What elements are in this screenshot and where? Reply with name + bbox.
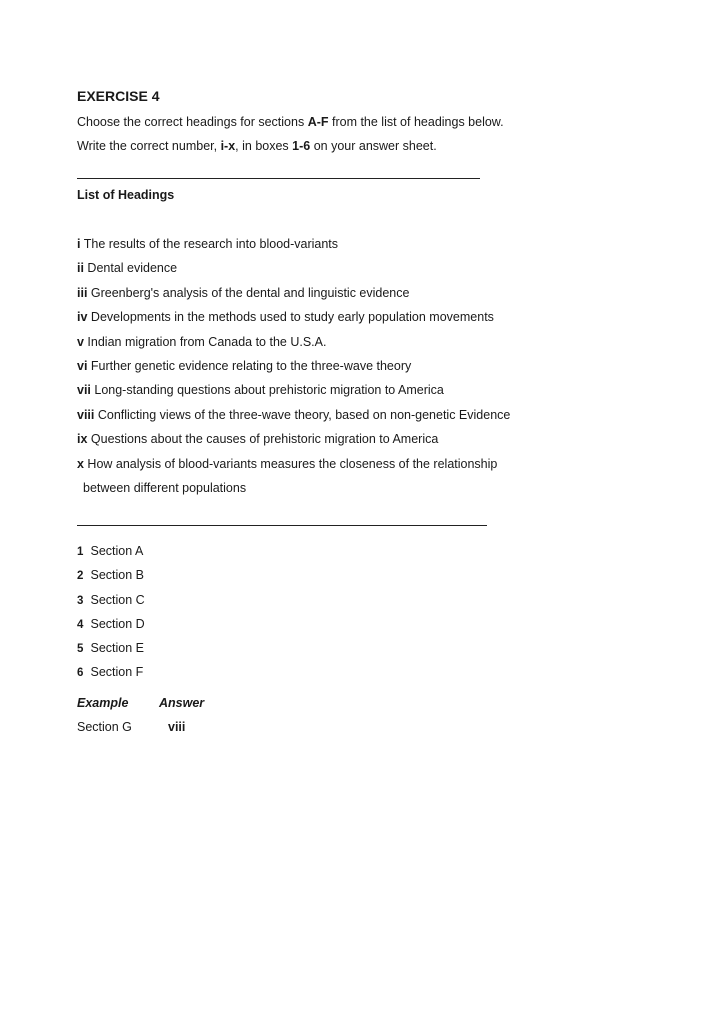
divider-top [77,178,480,179]
section-number: 3 [77,594,84,607]
section-label: Section B [90,568,144,583]
sections-list [77,543,145,689]
heading-item [77,456,510,480]
section-label: Section E [90,641,144,656]
heading-item [77,236,510,260]
heading-number: viii [77,407,95,422]
heading-number: i [77,237,81,251]
section-number: 1 [77,546,84,558]
section-number: 4 [77,618,84,631]
section-label: Section C [90,592,145,607]
section-item [77,616,145,640]
heading-text: Long-standing questions about prehistoric migration to America [90,383,444,398]
heading-item [77,358,510,382]
heading-item [77,382,510,406]
heading-continuation: between different populations [83,480,247,495]
instruction-bold: i-x [220,139,236,153]
section-number: 6 [77,667,84,680]
section-item [77,640,145,664]
instruction-line-2 [77,139,437,153]
example-answer: viii [168,720,186,734]
heading-number: x [77,456,84,471]
heading-number: v [77,334,84,349]
heading-number: vii [77,383,91,398]
heading-item [77,260,510,284]
instruction-text: from the list of headings below. [328,115,504,129]
section-item [77,567,145,591]
heading-number: ix [77,432,88,447]
instruction-text: on your answer sheet. [310,139,437,153]
section-label: Section F [90,665,144,680]
heading-text: Further genetic evidence relating to the three-wave theory [87,358,412,373]
section-item [77,543,145,567]
instruction-text: Choose the correct headings for sections [77,115,308,129]
instruction-text: Write the correct number, [77,139,221,153]
example-section: Section G [77,720,132,734]
heading-text: Dental evidence [83,261,178,276]
heading-number: iii [77,285,88,300]
heading-text: Developments in the methods used to study early population movements [87,310,494,325]
example-heading: Example [77,696,129,710]
instruction-bold: A-F [307,115,329,129]
instruction-text: , in boxes [235,139,293,153]
heading-text: Indian migration from Canada to the U.S.A. [83,334,327,349]
heading-text: How analysis of blood-variants measures the closeness of the relationship [83,456,498,471]
answer-heading: Answer [159,696,205,710]
exercise-title: EXERCISE 4 [77,88,160,104]
section-label: Section D [90,616,145,631]
heading-item [77,309,510,333]
heading-number: iv [77,310,88,325]
heading-number: vi [77,358,88,373]
headings-title: List of Headings [77,188,175,202]
heading-text: Conflicting views of the three-wave theory, based on non-genetic Evidence [94,407,511,422]
section-number: 5 [77,643,84,656]
section-item [77,592,145,616]
heading-number: ii [77,261,84,276]
instruction-line-1 [77,115,504,129]
heading-item [77,334,510,358]
section-item [77,664,145,688]
headings-list [77,236,510,504]
heading-item [77,285,510,309]
heading-text: The results of the research into blood-variants [80,237,339,251]
divider-bottom [77,525,487,526]
heading-text: Greenberg's analysis of the dental and linguistic evidence [87,285,410,300]
section-label: Section A [90,544,144,558]
heading-item [77,431,510,455]
section-number: 2 [77,570,84,583]
instruction-bold: 1-6 [292,139,311,153]
heading-text: Questions about the causes of prehistoric migration to America [87,432,439,447]
heading-item [77,407,510,431]
